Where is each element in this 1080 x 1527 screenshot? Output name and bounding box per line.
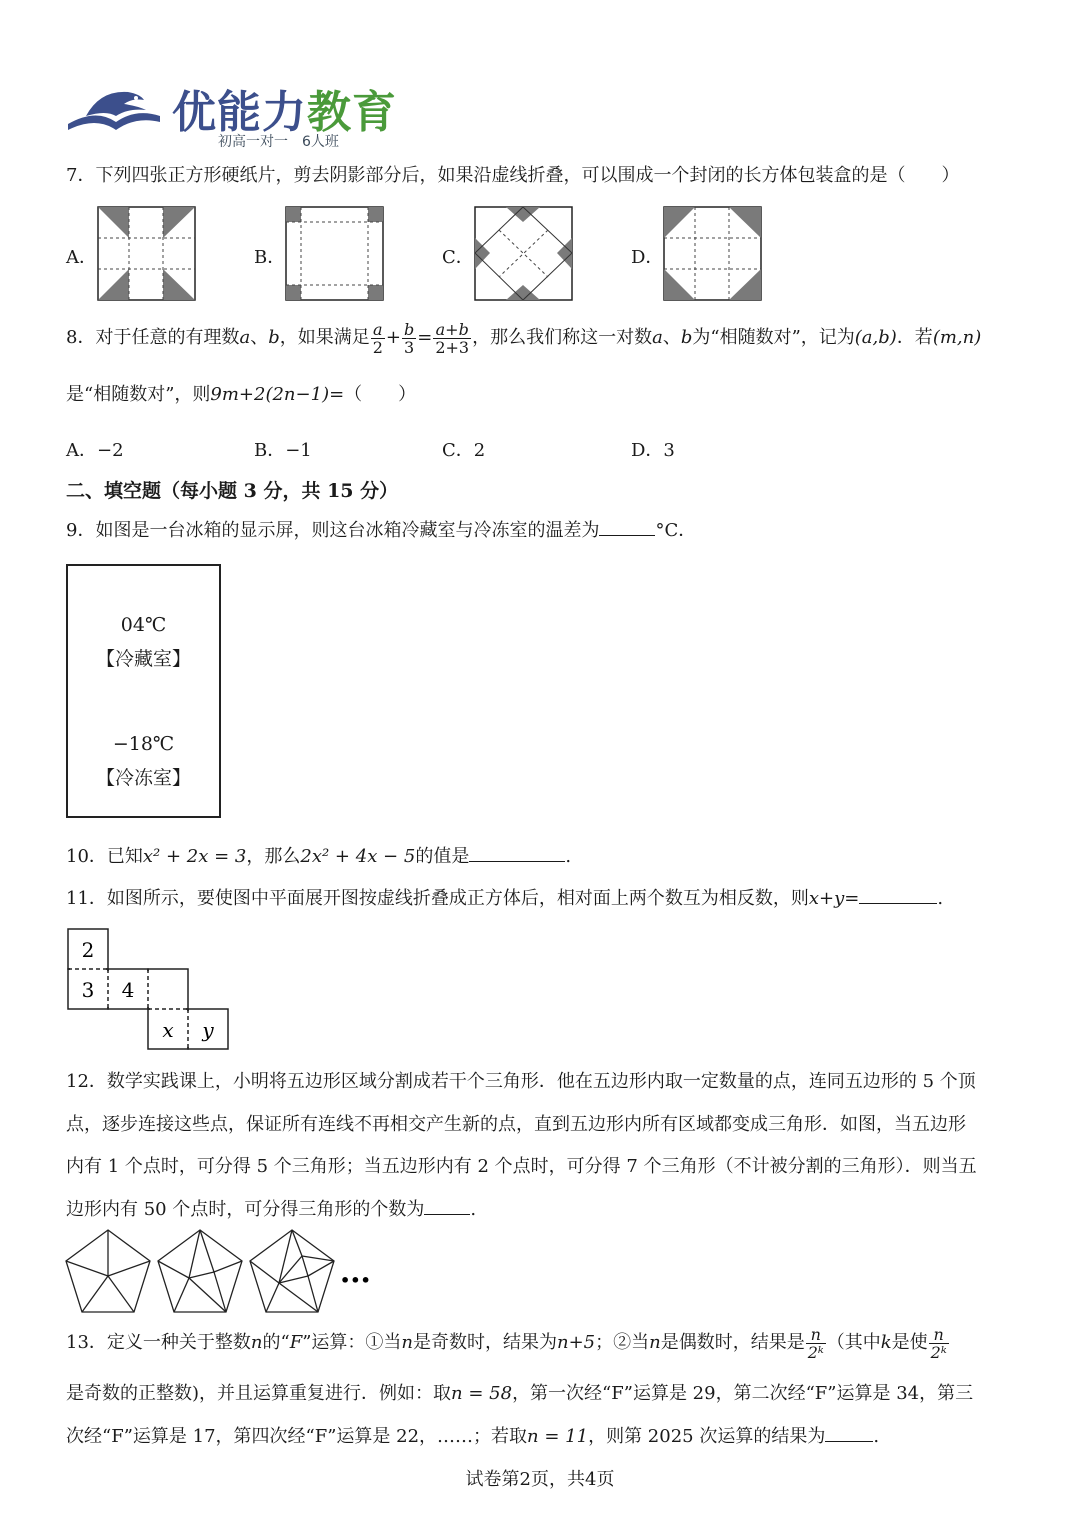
answer-blank — [599, 519, 655, 536]
q7-figure-a — [97, 206, 197, 302]
question-13-line3: 次经“F”运算是 17，第四次经“F”运算是 22，……；若取n = 11，则第 2025 次运算的结果为 . — [66, 1426, 880, 1447]
question-11: 11．如图所示，要使图中平面展开图按虚线折叠成正方体后，相对面上两个数互为相反数，则x+y= . — [66, 888, 944, 909]
fraction-n-over-2k-2: $\frac{n}{\text{2ᵏ}}$ — [930, 1324, 947, 1362]
net-cell-3: 3 — [81, 978, 95, 1002]
question-9: 9．如图是一台冰箱的显示屏，则这台冰箱冷藏室与冷冻室的温差为 °C． — [66, 520, 697, 541]
q8-option-b: B．−1 — [254, 440, 312, 461]
answer-blank — [859, 887, 937, 904]
question-13-line2: 是奇数的正整数)，并且运算重复进行．例如：取n = 58，第一次经“F”运算是 29，第二次经“F”运算是 34，第三 — [66, 1383, 974, 1404]
q7-option-d-label: D． — [631, 247, 664, 268]
fraction-sum: $\frac{a+b}{2+3}$ — [435, 319, 470, 357]
q8-option-d: D．3 — [631, 440, 675, 461]
question-8-line2: 是“相随数对”，则9m+2(2n−1)=（ ） — [66, 384, 417, 405]
fraction-b-over-3: $\frac{b}{3}$ — [404, 319, 415, 357]
net-cell-y: y — [202, 1018, 214, 1042]
question-12-line3: 内有 1 个点时，可分得 5 个三角形；当五边形内有 2 个点时，可分得 7 个三角形（不计被分割的三角形）．则当五 — [66, 1156, 977, 1177]
question-10: 10．已知x² + 2x = 3，那么2x² + 4x − 5的值是 . — [66, 846, 572, 867]
answer-blank — [424, 1198, 470, 1215]
q7-option-b-label: B． — [254, 247, 286, 268]
net-cell-4: 4 — [121, 978, 135, 1002]
q7-figure-b — [285, 206, 385, 302]
page-footer: 试卷第2页，共4页 — [465, 1469, 615, 1490]
answer-blank — [469, 845, 565, 862]
net-cell-x: x — [162, 1018, 174, 1042]
question-12-line1: 12．数学实践课上，小明将五边形区域分割成若干个三角形．他在五边形内取一定数量的点，连同五边形的 5 个顶 — [66, 1071, 976, 1092]
fridge-display — [66, 564, 221, 818]
ellipsis: ••• — [340, 1271, 371, 1290]
q8-option-a: A．−2 — [66, 440, 124, 461]
section-title: 二、填空题（每小题 3 分，共 15 分） — [66, 480, 399, 502]
question-13-line1: 13．定义一种关于整数n的“F”运算：①当n是奇数时，结果为n+5；②当n是偶数时，结果是 $\frac{n}{\text{2ᵏ}}$ （其中k是使 $\frac{n}{\text{2ᵏ}}$ — [66, 1324, 947, 1362]
net-cell-2: 2 — [81, 938, 95, 962]
answer-blank — [825, 1425, 873, 1442]
fraction-n-over-2k: $\frac{n}{\text{2ᵏ}}$ — [807, 1324, 824, 1362]
question-12-line4: 边形内有 50 个点时，可分得三角形的个数为 . — [66, 1199, 477, 1220]
q7-option-a-label: A． — [66, 247, 97, 268]
question-8-line1: 8．对于任意的有理数a、b，如果满足 $\frac{a}{2}$ + $\frac{b}{3}$ = $\frac{a+b}{2+3}$ ，那么我们称这一对数a、b为“相随数对”，记为(a,b)．若(m,n) — [66, 319, 982, 357]
question-7: 7．下列四张正方形硬纸片，剪去阴影部分后，如果沿虚线折叠，可以围成一个封闭的长方体包装盒的是（ ） — [66, 165, 960, 186]
fridge-temp-lower: −18℃ — [112, 733, 175, 755]
q8-option-c: C．2 — [442, 440, 486, 461]
fraction-a-over-2: $\frac{a}{2}$ — [372, 319, 383, 357]
q7-figure-d — [663, 206, 763, 302]
cube-net-figure — [66, 927, 232, 1051]
q7-figure-c — [474, 206, 574, 302]
logo-emblem-icon — [66, 86, 162, 132]
brand-subtitle: 初高一对一 6人班 — [218, 134, 339, 150]
brand-name: 优能力教育 — [172, 87, 397, 138]
fridge-temp-upper: 04℃ — [120, 614, 167, 636]
fridge-label-upper: 【冷藏室】 — [95, 648, 191, 670]
pentagon-figures — [64, 1228, 371, 1316]
question-12-line2: 点，逐步连接这些点，保证所有连线不再相交产生新的点，直到五边形内所有区域都变成三角形．如图，当五边形 — [66, 1114, 966, 1135]
fridge-label-lower: 【冷冻室】 — [95, 767, 191, 789]
q7-option-c-label: C． — [442, 247, 474, 268]
